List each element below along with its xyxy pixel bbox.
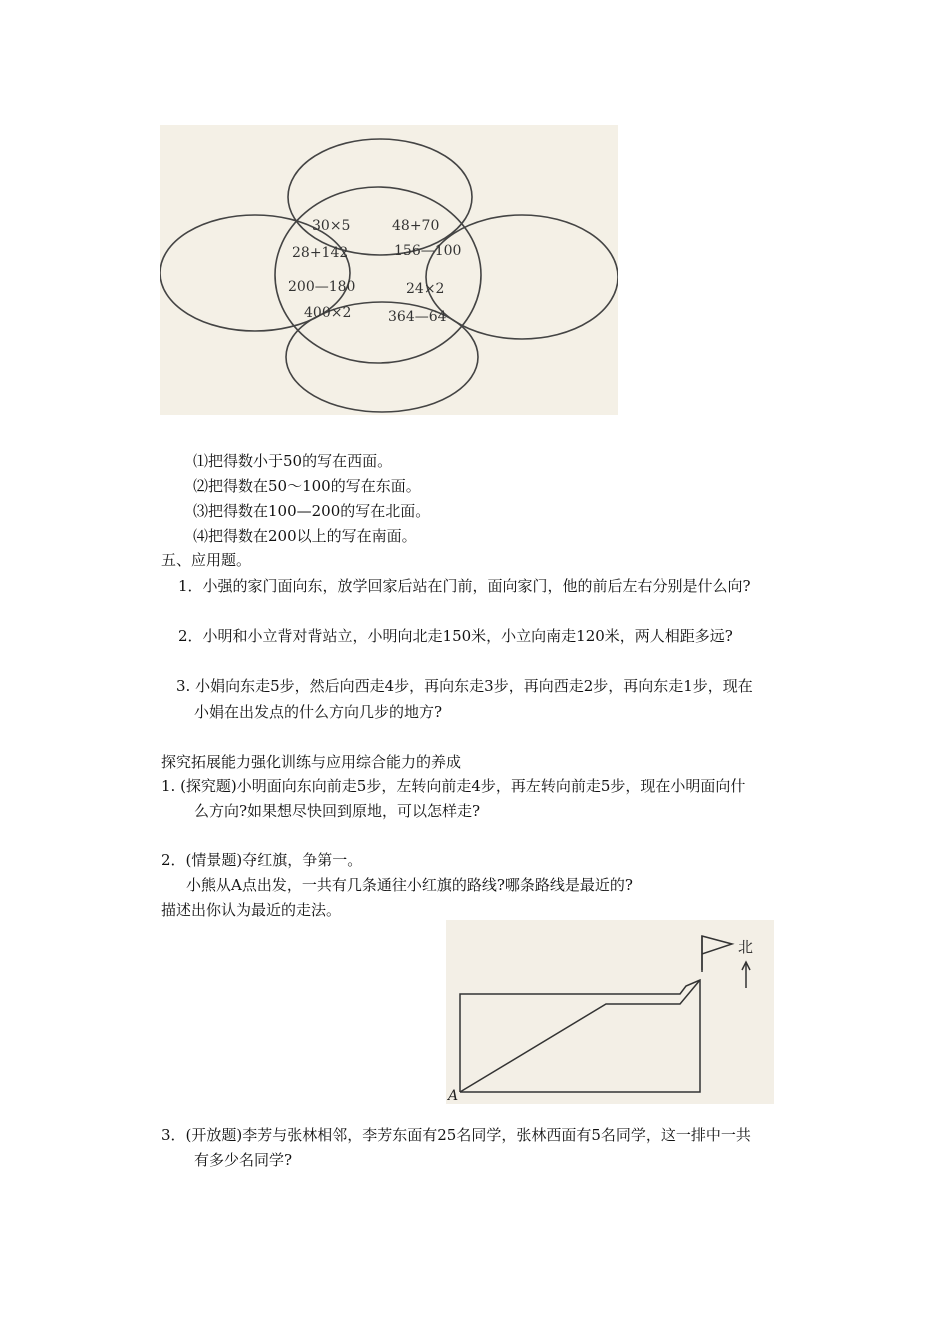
instruction-1: ⑴把得数小于50的写在西面。 — [193, 452, 393, 470]
point-a-label: A — [448, 1088, 459, 1104]
extension-q2-line-1: 2．(情景题)夺红旗，争第一。 — [161, 851, 363, 869]
instruction-4: ⑷把得数在200以上的写在南面。 — [193, 527, 417, 545]
extension-q1-line-1: 1. (探究题)小明面向东向前走5步，左转向前走4步，再左转向前走5步，现在小明面向什 — [161, 777, 746, 795]
expr-3: 28+142 — [292, 245, 349, 261]
question-2: 2．小明和小立背对背站立，小明向北走150米，小立向南走120米，两人相距多远? — [178, 627, 733, 645]
question-3-line-2: 小娟在出发点的什么方向几步的地方? — [194, 703, 443, 721]
extension-heading: 探究拓展能力强化训练与应用综合能力的养成 — [161, 753, 462, 771]
route-map-diagram — [446, 920, 774, 1104]
expr-1: 30×5 — [312, 218, 351, 234]
expr-2: 48+70 — [392, 218, 440, 234]
expr-4: 156—100 — [394, 243, 462, 259]
question-1: 1．小强的家门面向东，放学回家后站在门前，面向家门，他的前后左右分别是什么向? — [178, 577, 751, 595]
expr-6: 24×2 — [406, 281, 445, 297]
extension-q2-line-2: 小熊从A点出发，一共有几条通往小红旗的路线?哪条路线是最近的? — [186, 876, 633, 894]
extension-q1-line-2: 么方向?如果想尽快回到原地，可以怎样走? — [194, 802, 481, 820]
extension-q2-line-3: 描述出你认为最近的走法。 — [161, 901, 342, 919]
extension-q3-line-2: 有多少名同学? — [194, 1151, 293, 1169]
section-heading: 五、应用题。 — [161, 551, 252, 569]
instruction-2: ⑵把得数在50～100的写在东面。 — [193, 477, 421, 495]
question-3-line-1: 3. 小娟向东走5步，然后向西走4步，再向东走3步，再向西走2步，再向东走1步，现在 — [176, 677, 753, 695]
instruction-3: ⑶把得数在100—200的写在北面。 — [193, 502, 431, 520]
expr-5: 200—180 — [288, 279, 356, 295]
extension-q3-line-1: 3．(开放题)李芳与张林相邻，李芳东面有25名同学，张林西面有5名同学，这一排中一共 — [161, 1126, 751, 1144]
expr-8: 364—64 — [388, 309, 447, 325]
expr-7: 400×2 — [304, 305, 352, 321]
north-label: 北 — [738, 938, 754, 956]
flower-diagram — [160, 125, 618, 415]
